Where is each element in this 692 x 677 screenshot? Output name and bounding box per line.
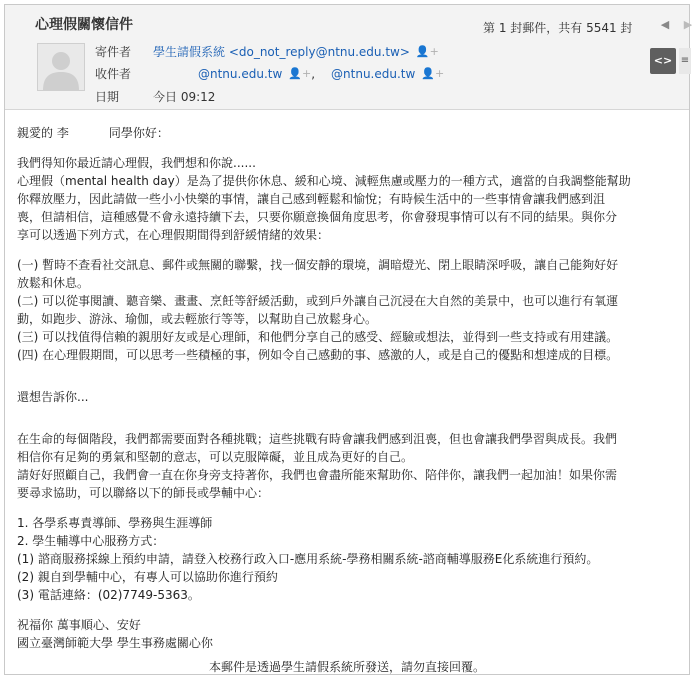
- paragraph-line: 享可以透過下列方式，在心理假期間得到舒緩情緒的效果：: [17, 228, 330, 242]
- intro-line: 我們得知你最近請心理假，我們想和你說......: [17, 156, 256, 170]
- contact-item: (1) 諮商服務採線上預約申請，請登入校務行政入口-應用系統-學務相關系統-諮商輔導服務E化系統進行預約。: [17, 552, 599, 566]
- source-toggle-button[interactable]: [650, 48, 676, 74]
- list-item: (四) 在心理假期間，可以思考一些積極的事，例如令自己感動的事、感激的人，或是自己的優點和想達成的目標。: [17, 348, 619, 362]
- section-lead: 還想告訴你...: [17, 390, 89, 404]
- paragraph-line: 喪，但請相信，這種感覺不會永遠持續下去，只要你願意換個角度思考，你會發現事情可以有不同的結果。與你分: [17, 210, 618, 224]
- email-subject: 心理假關懷信件: [35, 17, 133, 33]
- add-contact-icon[interactable]: 👤+: [421, 67, 445, 80]
- to-label: 收件者: [95, 67, 132, 81]
- contact-item: (2) 親自到學輔中心，有專人可以協助你進行預約: [17, 570, 278, 584]
- to-address-2[interactable]: @ntnu.edu.tw: [331, 67, 416, 81]
- paragraph-line: 心理假（mental health day）是為了提供你休息、緩和心境、減輕焦慮或壓力的一種方式，適當的自我調整能幫助: [17, 174, 631, 188]
- from-label: 寄件者: [95, 45, 132, 59]
- list-item: (二) 可以從事閱讀、聽音樂、畫畫、烹飪等舒緩活動，或到戶外讓自己沉浸在大自然的美景中，也可以進行有氧運: [17, 294, 619, 308]
- contact-item: 2. 學生輔導中心服務方式：: [17, 534, 165, 548]
- chevron-right-icon: ▶: [683, 18, 692, 31]
- sender-avatar: [37, 43, 85, 91]
- from-address[interactable]: 學生請假系統 <do_not_reply@ntnu.edu.tw>: [153, 45, 410, 59]
- menu-icon: ≡: [680, 55, 690, 66]
- from-row: [95, 43, 439, 60]
- previous-message-button[interactable]: [656, 16, 674, 34]
- contact-item: (3) 電話連絡：(02)7749-5363。: [17, 588, 200, 602]
- paragraph-line: 你釋放壓力，因此請做一些小小快樂的事情，讓自己感到輕鬆和愉悅；有時候生活中的一些事情會讓我們感到沮: [17, 192, 606, 206]
- date-value: 今日 09:12: [153, 90, 216, 104]
- add-contact-icon[interactable]: 👤+: [415, 45, 439, 58]
- next-message-button[interactable]: [679, 16, 692, 34]
- list-item: 動，如跑步、游泳、瑜伽，或去輕旅行等等，以幫助自己放鬆身心。: [17, 312, 378, 326]
- email-header: [5, 5, 692, 110]
- list-item: (一) 暫時不查看社交訊息、郵件或無關的聯繫，找一個安靜的環境，調暗燈光、閉上眼睛深呼吸，讓自己能夠好好: [17, 258, 619, 272]
- auto-send-notice: 本郵件是透過學生請假系統所發送，請勿直接回覆。: [208, 660, 485, 674]
- sign-off: 祝福你 萬事順心、安好: [17, 618, 141, 632]
- paragraph-line: 在生命的每個階段，我們都需要面對各種挑戰；這些挑戰有時會讓我們感到沮喪，但也會讓我們學習與成長。我們: [17, 432, 618, 446]
- email-viewer: [4, 4, 690, 675]
- to-row: [95, 65, 444, 82]
- chevron-left-icon: ◀: [660, 18, 670, 31]
- list-item: 放鬆和休息。: [17, 276, 90, 290]
- date-label: 日期: [95, 90, 120, 104]
- greeting: 親愛的 李 同學你好：: [17, 126, 169, 140]
- contact-item: 1. 各學系專責導師、學務與生涯導師: [17, 516, 213, 530]
- message-counter: 第 1 封郵件，共有 5541 封: [483, 21, 633, 35]
- add-contact-icon[interactable]: 👤+: [288, 67, 312, 80]
- date-row: [95, 88, 215, 105]
- paragraph-line: 相信你有足夠的勇氣和堅韌的意志，可以克服障礙，並且成為更好的自己。: [17, 450, 414, 464]
- person-icon: [38, 44, 84, 90]
- more-options-button[interactable]: [679, 48, 691, 74]
- paragraph-line: 要尋求協助，可以聯絡以下的師長或學輔中心：: [17, 486, 270, 500]
- list-item: (三) 可以找值得信賴的親朋好友或是心理師，和他們分享自己的感受、經驗或想法，並得到一些支持或有用建議。: [17, 330, 619, 344]
- paragraph-line: 請好好照顧自己，我們會一直在你身旁支持著你，我們也會盡所能來幫助你、陪伴你，讓我們一起加油！如果你需: [17, 468, 618, 482]
- signature: 國立臺灣師範大學 學生事務處關心你: [17, 636, 213, 650]
- code-icon: <>: [653, 54, 673, 67]
- recipient-separator: ,: [311, 67, 316, 81]
- email-body: [17, 124, 685, 652]
- to-address-1[interactable]: @ntnu.edu.tw: [198, 67, 283, 81]
